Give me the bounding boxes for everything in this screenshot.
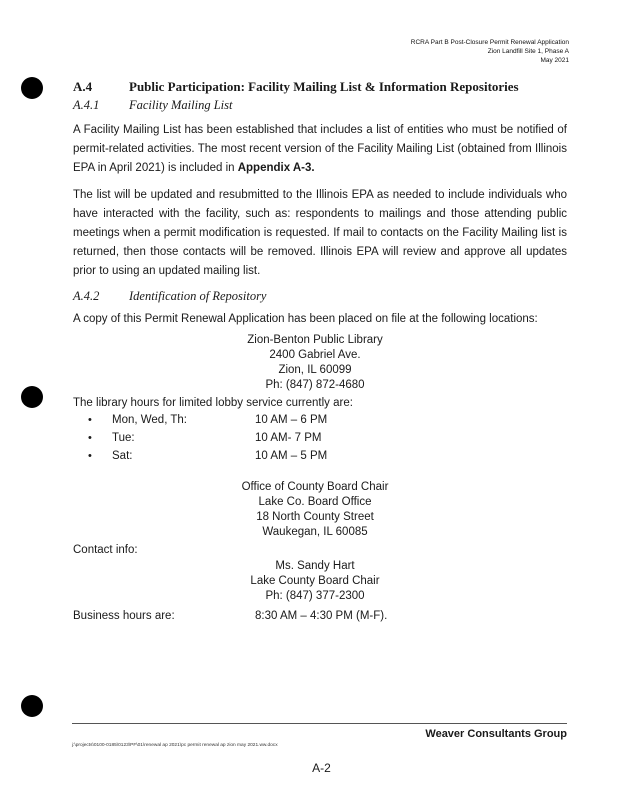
hours-days: Mon, Wed, Th: <box>112 414 187 426</box>
office-address <box>195 480 435 540</box>
bullet-icon: • <box>88 450 92 462</box>
contact-name: Ms. Sandy Hart <box>275 560 355 572</box>
contact-label: Contact info: <box>73 544 138 556</box>
business-hours-value: 8:30 AM – 4:30 PM (M-F). <box>255 610 388 622</box>
hours-days: Sat: <box>112 450 133 462</box>
running-header <box>411 38 569 65</box>
punch-hole-top <box>21 77 43 99</box>
subsection-2-title: Identification of Repository <box>129 289 267 303</box>
header-line-2: Zion Landfill Site 1, Phase A <box>487 48 569 55</box>
punch-hole-middle <box>21 386 43 408</box>
punch-hole-bottom <box>21 695 43 717</box>
subsection-1-number: A.4.1 <box>73 98 100 112</box>
header-line-1: RCRA Part B Post-Closure Permit Renewal Application <box>410 39 569 46</box>
repository-intro: A copy of this Permit Renewal Application has been placed on file at the following locations: <box>73 313 538 325</box>
library-name: Zion-Benton Public Library <box>247 334 383 346</box>
library-address <box>195 333 435 393</box>
library-street: 2400 Gabriel Ave. <box>269 349 361 361</box>
update-policy-paragraph: The list will be updated and resubmitted to the Illinois EPA as needed to include individuals who have interacted with the facility, such as: respondents to mailings and those attending public meetings when a permit modification is requested. If mail to contacts on the Facility Mailing list is returned, then those contacts will be removed. Illinois EPA will review and approve all updates prior to using an updated mailing list. <box>73 189 567 277</box>
library-hours-intro: The library hours for limited lobby service currently are: <box>73 397 353 409</box>
appendix-reference: Appendix A-3. <box>237 162 315 174</box>
business-hours-label: Business hours are: <box>73 610 175 622</box>
contact-block <box>195 559 435 604</box>
office-city: Waukegan, IL 60085 <box>262 526 368 538</box>
section-number: A.4 <box>73 79 93 94</box>
office-line-2: Lake Co. Board Office <box>258 496 372 508</box>
contact-phone: Ph: (847) 377-2300 <box>265 590 365 602</box>
library-phone: Ph: (847) 872-4680 <box>265 379 365 391</box>
hours-days: Tue: <box>112 432 135 444</box>
bullet-icon: • <box>88 414 92 426</box>
hours-time: 10 AM – 6 PM <box>255 414 328 426</box>
footer-rule <box>72 723 567 724</box>
section-title: Public Participation: Facility Mailing List & Information Repositories <box>129 79 519 94</box>
subsection-1-title: Facility Mailing List <box>129 98 233 112</box>
mailing-list-text: A Facility Mailing List has been established that includes a list of entities who must be notified of permit-related activities. The most recent version of the Facility Mailing List (obtained from Illinois EPA in April 2021) is included in <box>73 124 567 174</box>
hours-time: 10 AM – 5 PM <box>255 450 328 462</box>
office-name: Office of County Board Chair <box>241 481 389 493</box>
library-city: Zion, IL 60099 <box>278 364 352 376</box>
mailing-list-paragraph <box>73 121 567 178</box>
bullet-icon: • <box>88 432 92 444</box>
hours-time: 10 AM- 7 PM <box>255 432 322 444</box>
page-number: A-2 <box>312 761 331 775</box>
header-line-3: May 2021 <box>540 57 569 64</box>
office-street: 18 North County Street <box>256 511 374 523</box>
footer-file-path: j:\projects\0100-0185\0123\PF\01\renewal ap 2021\pc permit renewal ap zion may 2021.ww.docx <box>72 743 278 748</box>
subsection-2-number: A.4.2 <box>73 289 100 303</box>
contact-title: Lake County Board Chair <box>250 575 380 587</box>
footer-company: Weaver Consultants Group <box>425 728 567 740</box>
